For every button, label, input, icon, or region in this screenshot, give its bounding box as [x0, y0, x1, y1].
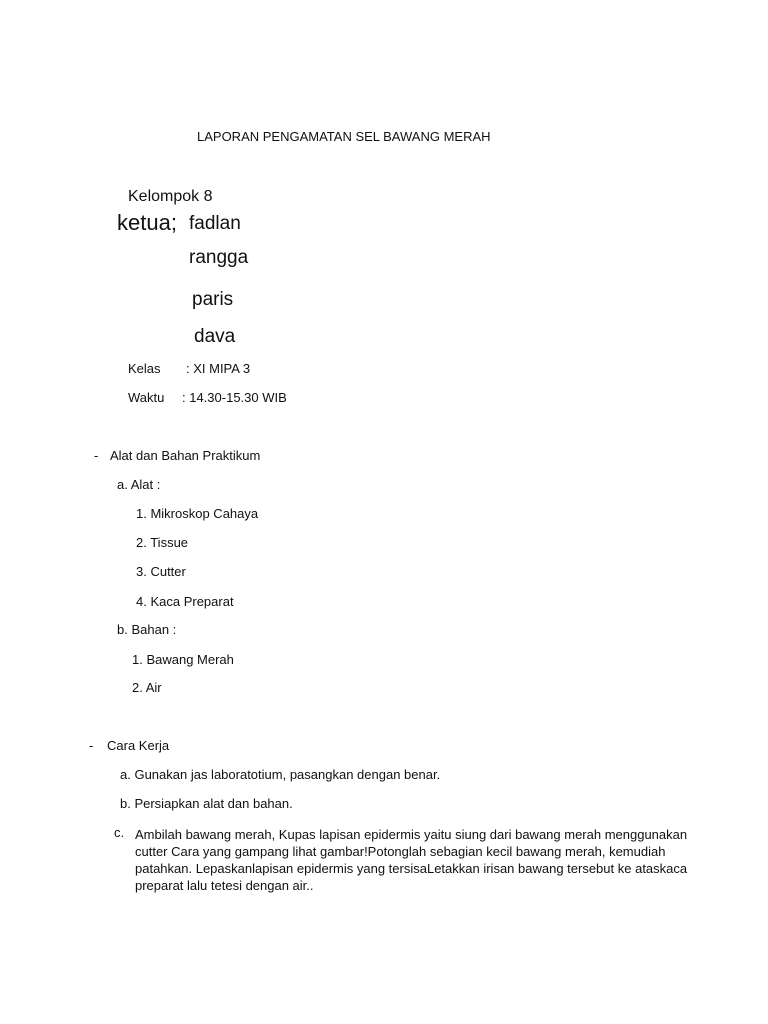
list-dash: - — [94, 448, 99, 463]
waktu-label: Waktu — [128, 390, 165, 405]
list-dash: - — [89, 738, 94, 753]
member-name: paris — [192, 289, 234, 310]
step-marker: c. — [114, 825, 125, 840]
list-item: 3. Cutter — [136, 564, 186, 579]
section-heading-alat-bahan: Alat dan Bahan Praktikum — [110, 448, 261, 463]
list-item: 1. Mikroskop Cahaya — [136, 506, 259, 521]
alat-heading: a. Alat : — [117, 477, 161, 492]
bahan-heading: b. Bahan : — [117, 622, 177, 637]
kelas-label: Kelas — [128, 361, 161, 376]
section-heading-cara-kerja: Cara Kerja — [107, 738, 170, 753]
member-name: fadlan — [189, 213, 241, 234]
list-item: 2. Air — [132, 680, 162, 695]
waktu-value: : 14.30-15.30 WIB — [182, 390, 287, 405]
list-item: 2. Tissue — [136, 535, 189, 550]
member-name: rangga — [189, 247, 249, 268]
group-label: Kelompok 8 — [128, 188, 213, 205]
list-item: 4. Kaca Preparat — [136, 594, 234, 609]
list-item: 1. Bawang Merah — [132, 652, 234, 667]
step-item: b. Persiapkan alat dan bahan. — [120, 796, 293, 811]
leader-label: ketua; — [117, 210, 177, 235]
member-name: dava — [194, 326, 236, 347]
report-title: LAPORAN PENGAMATAN SEL BAWANG MERAH — [197, 129, 491, 144]
step-item: a. Gunakan jas laboratotium, pasangkan dengan benar. — [120, 767, 441, 782]
step-paragraph: Ambilah bawang merah, Kupas lapisan epidermis yaitu siung dari bawang merah menggunakan cutter Cara yang gampang lihat gambar!Potonglah sebagian kecil bawang merah, kemudiah patahkan. Lepaskanlapisan epidermis yang tersisaLetakkan irisan bawang tersebut ke ataskaca preparat lalu tetesi dengan air.. — [135, 827, 688, 893]
kelas-value: : XI MIPA 3 — [186, 361, 251, 376]
